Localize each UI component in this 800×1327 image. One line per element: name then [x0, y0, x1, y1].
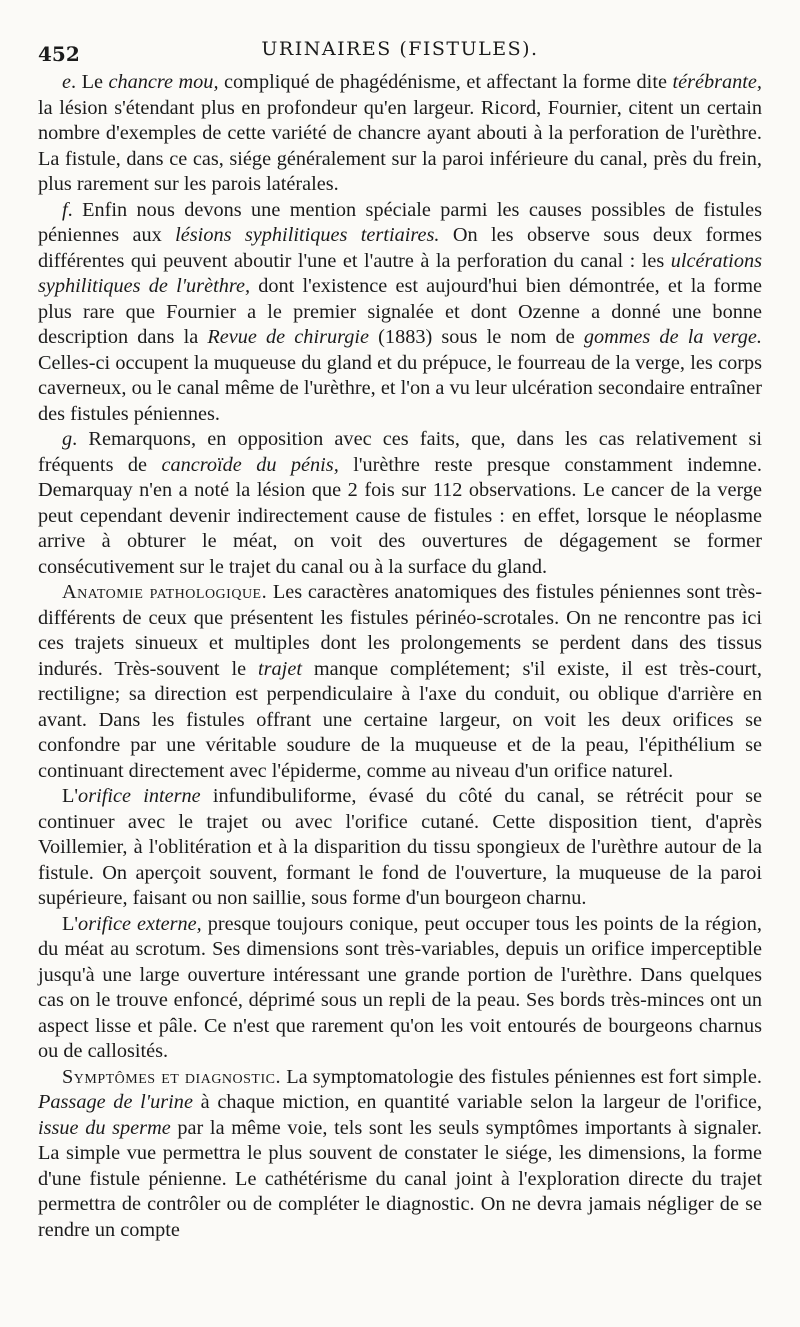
page-header	[38, 26, 762, 66]
italic-text: térébrante,	[672, 71, 763, 93]
running-head: URINAIRES (FISTULES).	[261, 38, 539, 60]
text-run: . Enfin nous devons une mention spéciale parmi les causes possibles de fistules péniennes aux	[38, 198, 762, 246]
italic-text: cancroïde du pénis,	[161, 453, 339, 476]
italic-text: ulcérations syphilitiques de l'urèthre,	[38, 249, 762, 297]
section-heading: Symptômes et diagnostic.	[62, 1065, 282, 1088]
text-run: dont l'existence est aujourd'hui bien démontrée, et la forme plus rare que Fournier a le premier signalée et dont Ozenne a donné une bonne description dans la	[38, 275, 762, 348]
text-run: manque complétement; s'il existe, il est très-court, rectiligne; sa direction est perpendiculaire à l'axe du conduit, ou oblique d'arrière en avant. Dans les fistules offrant une certaine largeur, on voit les deux orifices se confondre par une véritable soudure de la muqueuse et de la peau, l'épithélium se continuant directement avec l'épiderme, comme au niveau d'un orifice naturel.	[38, 657, 762, 782]
section-heading: Anatomie pathologique.	[62, 581, 268, 603]
page-number: 452	[38, 42, 80, 66]
text-run: la lésion s'étendant plus en profondeur qu'en largeur. Ricord, Fournier, citent un certain nombre d'exemples de cette variété de chancre ayant abouti à la perforation de l'urèthre. La fistule, dans ce cas, siége généralement sur la paroi inférieure du canal, près du frein, plus rarement sur les parois latérales.	[38, 96, 762, 195]
italic-text: gommes de la verge.	[583, 326, 762, 348]
paragraph-orifice-externe	[38, 912, 762, 1065]
italic-text: trajet	[258, 657, 302, 680]
italic-text: f	[62, 198, 68, 221]
paragraph-orifice-interne	[38, 784, 762, 912]
text-run: à chaque miction, en quantité variable selon la largeur de l'orifice,	[192, 1091, 762, 1113]
italic-text: orifice interne	[78, 785, 201, 807]
text-run: infundibuliforme, évasé du côté du canal, se rétrécit pour se continuer avec le trajet ou avec l'orifice cutané. Cette disposition tient, d'après Voillemier, à l'oblitération et à la disparition du tissu spongieux de l'urèthre autour de la fistule. On aperçoit souvent, formant le fond de l'ouverture, la muqueuse de la paroi supérieure, faisant ou non saillie, sous forme d'un bourgeon charnu.	[38, 785, 762, 909]
text-run: l'urèthre reste presque constamment indemne. Demarquay n'en a noté la lésion que 2 fois sur 112 observations. Le cancer de la verge peut cependant devenir indirectement cause de fistules : en effet, lorsque le néoplasme arrive à obturer le méat, on voit des ouvertures de dégagement se former consécutivement sur le trajet du canal ou à la surface du gland.	[38, 453, 762, 578]
paragraph-anatomie	[38, 580, 762, 784]
text-run: Les caractères anatomiques des fistules péniennes sont très-différents de ceux que présentent les fistules périnéo-scrotales. On ne rencontre pas ici ces trajets sinueux et multiples dont les prolongements se perdent dans des tissus indurés. Très-souvent le	[38, 581, 762, 680]
paragraph-f	[38, 198, 762, 428]
text-run: On les observe sous deux formes différentes qui peuvent aboutir l'une et l'autre à la perforation du canal : les	[38, 224, 762, 272]
text-run: L'	[62, 785, 79, 807]
text-run: presque toujours conique, peut occuper tous les points de la région, du méat au scrotum. Ses dimensions sont très-variables, depuis un orifice imperceptible jusqu'à une large ouverture intéressant une grande portion de l'urèthre. Dans quelques cas on le trouve enfoncé, déprimé sous un repli de la peau. Ses bords très-minces ont un aspect lisse et pâle. Ce n'est que rarement qu'on les voit entourés de bourgeons charnus ou de callosités.	[38, 912, 762, 1062]
italic-text: Revue de chirurgie	[207, 326, 370, 348]
text-run: compliqué de phagédénisme, et affectant la forme dite	[218, 71, 673, 93]
text-run: . Le	[71, 71, 109, 93]
italic-text: issue du sperme	[38, 1116, 171, 1139]
paragraph-symptomes	[38, 1065, 762, 1244]
paragraph-e	[38, 70, 762, 198]
text-run: par la même voie, tels sont les seuls symptômes importants à signaler. La simple vue permettra le plus souvent de constater le siége, les dimensions, la forme d'une fistule pénienne. Le cathétérisme du canal joint à l'exploration directe du trajet permettra de contrôler ou de compléter le diagnostic. On ne devra jamais négliger de se rendre un compte	[38, 1116, 762, 1241]
italic-text: g	[62, 428, 73, 450]
paragraph-g	[38, 427, 762, 580]
body-text	[38, 70, 762, 1243]
italic-text: chancre mou,	[108, 71, 219, 93]
italic-text: e	[62, 71, 72, 93]
text-run: (1883) sous le nom de	[369, 326, 584, 348]
italic-text: Passage de l'urine	[38, 1091, 193, 1113]
text-run: L'	[62, 912, 79, 935]
italic-text: orifice externe,	[78, 912, 202, 935]
text-run: . Remarquons, en opposition avec ces faits, que, dans les cas relativement si fréquents de	[38, 428, 762, 476]
italic-text: lésions syphilitiques tertiaires.	[175, 224, 440, 246]
text-run: Celles-ci occupent la muqueuse du gland et du prépuce, le fourreau de la verge, les corps caverneux, ou le canal même de l'urèthre, et l'on a vu leur ulcération secondaire entraîner des fistules péniennes.	[38, 351, 762, 425]
text-run: La symptomatologie des fistules péniennes est fort simple.	[281, 1065, 762, 1088]
